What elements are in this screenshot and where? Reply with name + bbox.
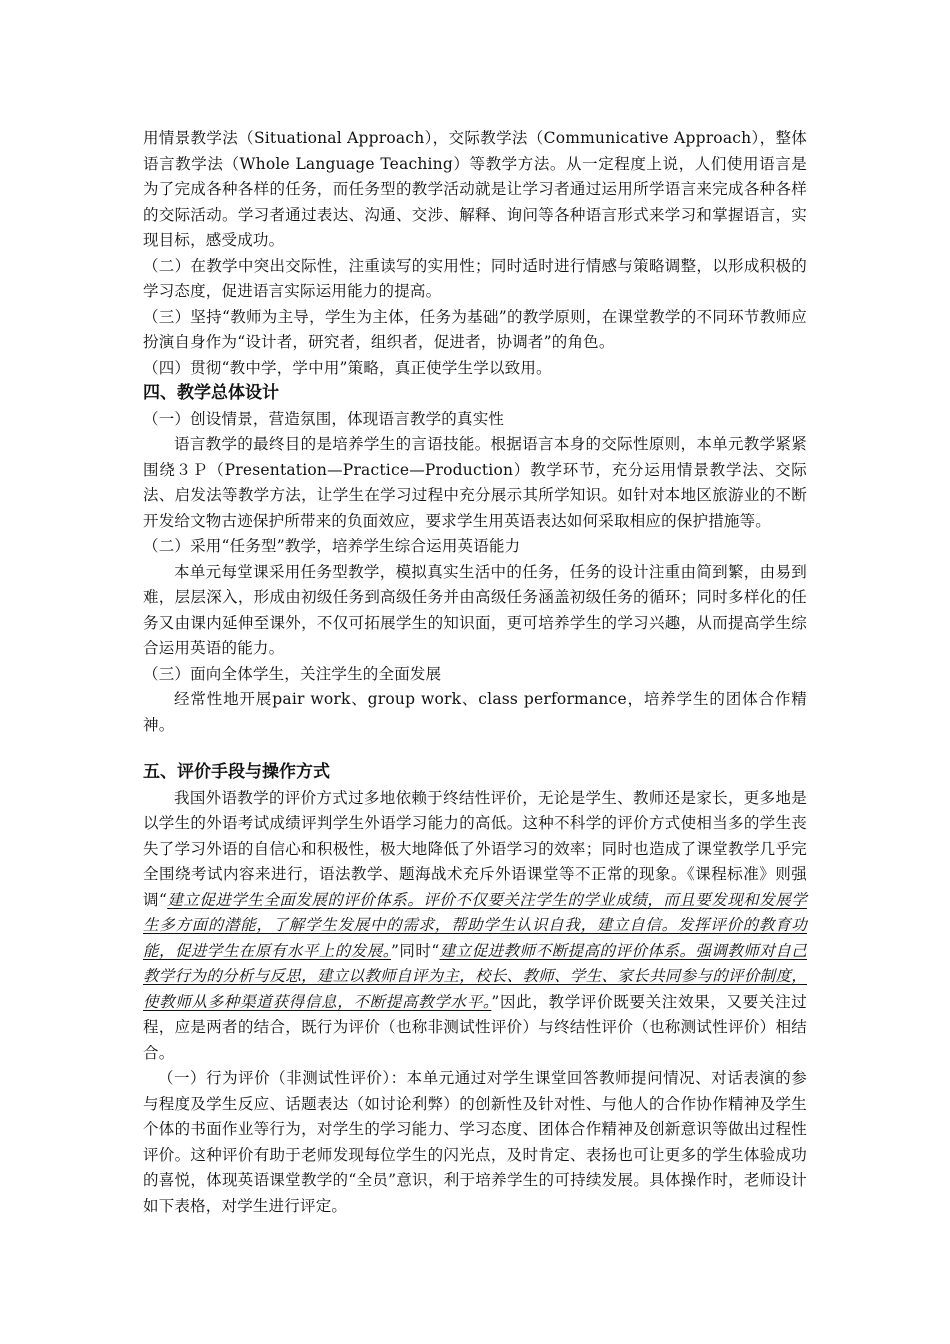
section-5-text-c: ”因此，教学评价既要关注效果，又要关注过程，应是两者的结合，既行为评价（也称非测试性评价）与终结性评价（也称测试性评价）相结合。	[143, 992, 807, 1062]
section-4-paragraph-1: 语言教学的最终目的是培养学生的言语技能。根据语言本身的交际性原则，本单元教学紧紧围绕３Ｐ（Presentation—Practice—Production）教学环节，充分运用情景教学法、交际法、启发法等教学方法，让学生在学习过程中充分展示其所学知识。如针对本地区旅游业的不断开发给文物古迹保护所带来的负面效应，要求学生用英语表达如何采取相应的保护措施等。	[143, 435, 807, 530]
curriculum-quote-1: 建立促进学生全面发展的评价体系。评价不仅要关注学生的学业成绩，而且要发现和发展学生多方面的潜能，了解学生发展中的需求，帮助学生认识自我，建立自信。发挥评价的教育功能，促进学生在原有水平上的发展。	[143, 890, 807, 960]
section-5-paragraph-1	[143, 786, 807, 1067]
section-4-heading: 四、教学总体设计	[143, 383, 279, 403]
paragraph-principle-4: （四）贯彻“教中学，学中用”策略，真正使学生学以致用。	[143, 358, 552, 377]
section-4-subheading-3: （三）面向全体学生，关注学生的全面发展	[143, 664, 442, 683]
section-4-paragraph-2: 本单元每堂课采用任务型教学，模拟真实生活中的任务，任务的设计注重由简到繁，由易到难，层层深入，形成由初级任务到高级任务并由高级任务涵盖初级任务的循环；同时多样化的任务又由课内延伸至课外，不仅可拓展学生的知识面，更可培养学生的学习兴趣，从而提高学生综合运用英语的能力。	[143, 562, 807, 657]
section-4-subheading-2: （二）采用“任务型”教学，培养学生综合运用英语能力	[143, 537, 521, 555]
section-4-subheading-1: （一）创设情景，营造氛围，体现语言教学的真实性	[143, 409, 505, 428]
curriculum-quote-2: 建立促进教师不断提高的评价体系。强调教师对自己教学行为的分析与反思，建立以教师自评为主，校长、教师、学生、家长共同参与的评价制度，使教师从多种渠道获得信息，不断提高教学水平。	[143, 941, 808, 1011]
paragraph-principle-3: （三）坚持“教师为主导，学生为主体，任务为基础”的教学原则，在课堂教学的不同环节教师应扮演自身作为“设计者，研究者，组织者，促进者，协调者”的角色。	[143, 307, 807, 351]
blank-line	[143, 738, 807, 760]
section-4-paragraph-3: 经常性地开展pair work、group work、class performance，培养学生的团体合作精神。	[143, 690, 807, 734]
paragraph-principle-2: （二）在教学中突出交际性，注重读写的实用性；同时适时进行情感与策略调整，以形成积极的学习态度，促进语言实际运用能力的提高。	[143, 256, 807, 300]
section-5-paragraph-2: （一）行为评价（非测试性评价）：本单元通过对学生课堂回答教师提问情况、对话表演的参与程度及学生反应、话题表达（如讨论利弊）的创新性及针对性、与他人的合作协作精神及学生个体的书面作业等行为，对学生的学习能力、学习态度、团体合作精神及创新意识等做出过程性评价。这种评价有助于老师发现每位学生的闪光点，及时肯定、表扬也可让更多的学生体验成功的喜悦，体现英语课堂教学的“全员”意识，利于培养学生的可持续发展。具体操作时，老师设计如下表格，对学生进行评定。	[143, 1069, 807, 1215]
section-5-text-a: 我国外语教学的评价方式过多地依赖于终结性评价，无论是学生、教师还是家长，更多地是以学生的外语考试成绩评判学生外语学习能力的高低。这种不科学的评价方式使相当多的学生丧失了学习外语的自信心和积极性，极大地降低了外语学习的效率；同时也造成了课堂教学几乎完全围绕考试内容来进行，语法教学、题海战术充斥外语课堂等不正常的现象。《课程标准》则强调“	[143, 788, 807, 909]
section-5-heading: 五、评价手段与操作方式	[143, 762, 330, 782]
paragraph-teaching-methods: 用情景教学法（Situational Approach），交际教学法（Communicative Approach），整体语言教学法（Whole Language Teaching）等教学方法。从一定程度上说，人们使用语言是为了完成各种各样的任务，而任务型的教学活动就是让学习者通过运用所学语言来完成各种各样的交际活动。学习者通过表达、沟通、交涉、解释、询问等各种语言形式来学习和掌握语言，实现目标，感受成功。	[143, 129, 807, 249]
section-5-text-b: ”同时“	[390, 941, 440, 960]
